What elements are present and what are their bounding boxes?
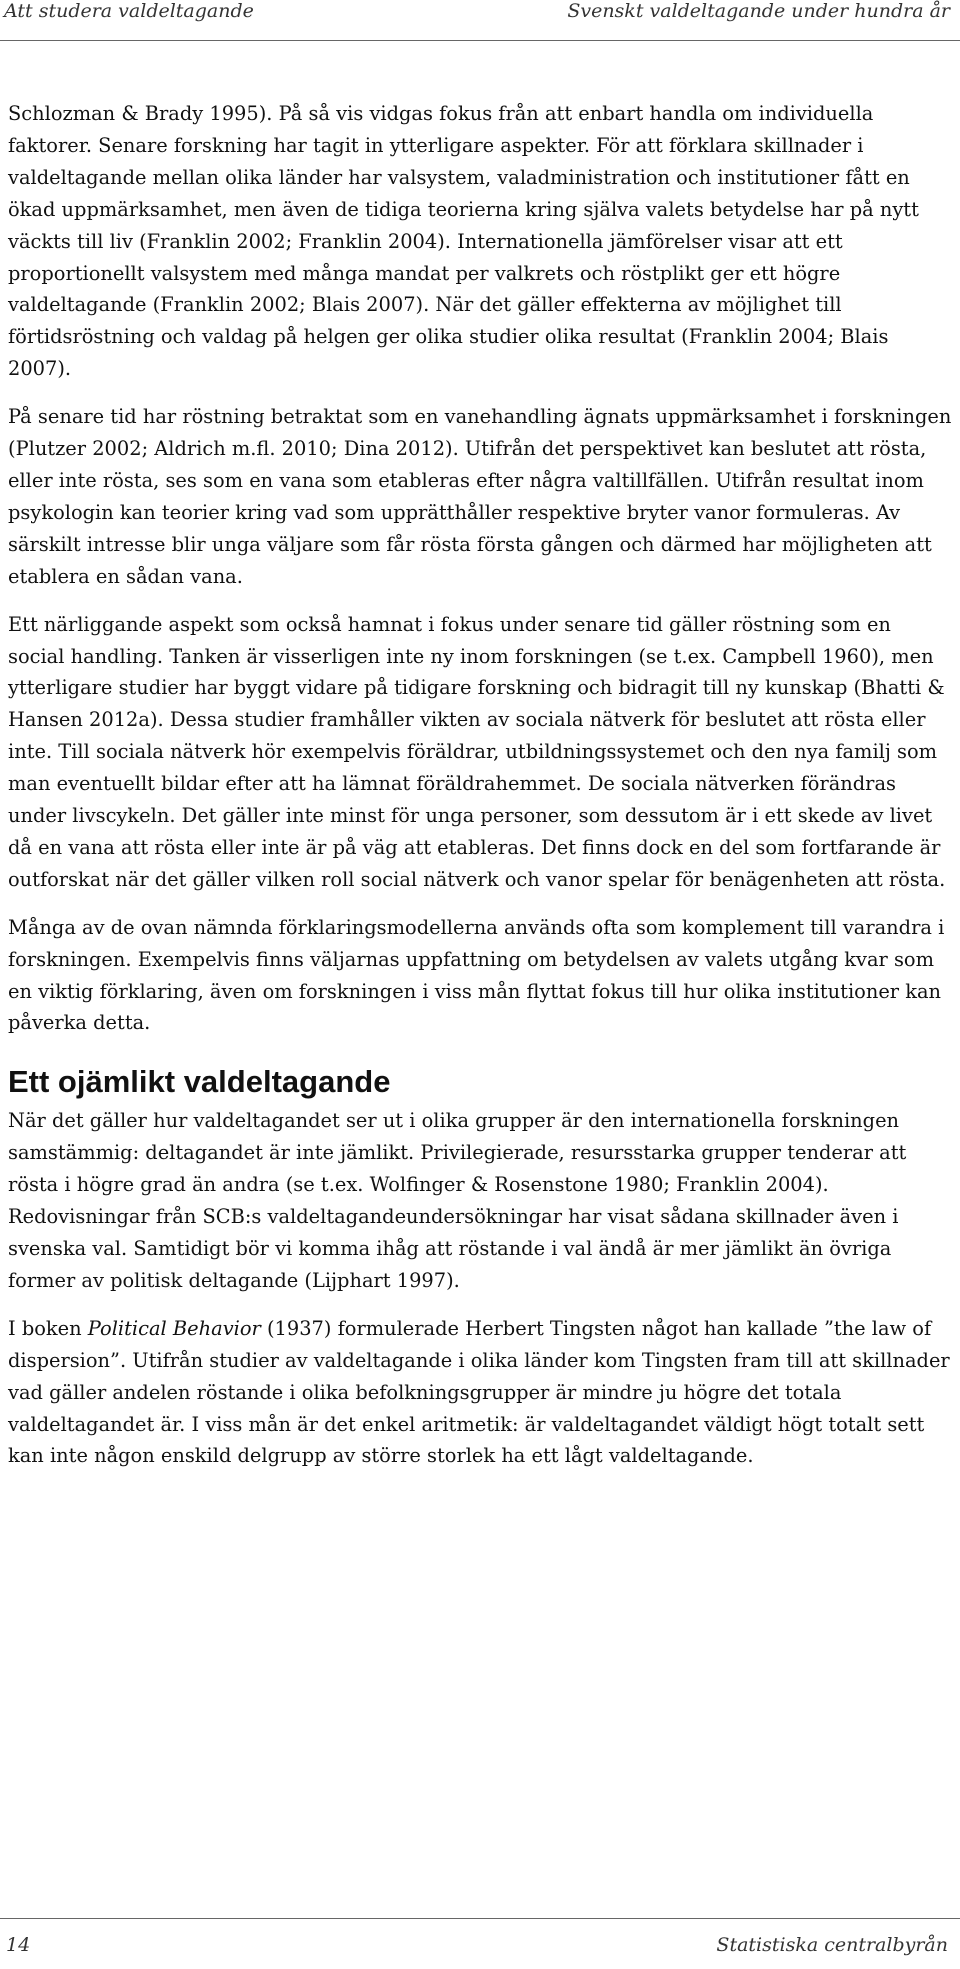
footer-divider [0, 1918, 960, 1919]
header-document-title: Svenskt valdeltagande under hundra år [567, 0, 950, 22]
body-paragraph-1: Schlozman & Brady 1995). På så vis vidgas fokus från att enbart handla om individuella faktorer. Senare forskning har tagit in ytterligare aspekter. För att förklara skillnader i valdeltagande mellan olika länder har valsystem, valadministration och institutioner fått en ökad uppmärksamhet, men även de tidiga teorierna kring själva valets betydelse har på nytt väckts till liv (Franklin 2002; Franklin 2004). Internationella jämförelser visar att ett proportionellt valsystem med många mandat per valkrets och röstplikt ger ett högre valdeltagande (Franklin 2002; Blais 2007). När det gäller effekterna av möjlighet till förtidsröstning och valdag på helgen ger olika studier olika resultat (Franklin 2004; Blais 2007). [8, 102, 919, 381]
section-heading: Ett ojämlikt valdeltagande [8, 1064, 391, 1100]
book-title: Political Behavior [87, 1316, 261, 1340]
header-section-title: Att studera valdeltagande [4, 0, 254, 22]
body-paragraph-5: När det gäller hur valdeltagandet ser ut i olika grupper är den internationella forskningen samstämmig: deltagandet är inte jämlikt. Privilegierade, resursstarka grupper tenderar att rösta i högre grad än andra (se t.ex. Wolfinger & Rosenstone 1980; Franklin 2004). Redovisningar från SCB:s valdeltagandeundersökningar har visat sådana skillnader även i svenska val. Samtidigt bör vi komma ihåg att röstande i val ändå är mer jämlikt än övriga former av politisk deltagande (Lijphart 1997). [8, 1109, 907, 1292]
body-paragraph-2: På senare tid har röstning betraktat som en vanehandling ägnats uppmärksamhet i forskningen (Plutzer 2002; Aldrich m.fl. 2010; Dina 2012). Utifrån det perspektivet kan beslutet att rösta, eller inte rösta, ses som en vana som etableras efter några valtillfällen. Utifrån resultat inom psykologin kan teorier kring vad som upprätthåller respektive bryter vanor formuleras. Av särskilt intresse blir unga väljare som får rösta första gången och därmed har möjligheten att etablera en sådan vana. [8, 405, 952, 588]
publisher-name: Statistiska centralbyrån [716, 1934, 948, 1956]
page-number: 14 [6, 1934, 31, 1956]
running-header [0, 0, 960, 34]
body-paragraph-3: Ett närliggande aspekt som också hamnat i fokus under senare tid gäller röstning som en social handling. Tanken är visserligen inte ny inom forskningen (se t.ex. Campbell 1960), men ytterligare studier har byggt vidare på tidigare forskning och bidragit till ny kunskap (Bhatti & Hansen 2012a). Dessa studier framhåller vikten av sociala nätverk för beslutet att rösta eller inte. Till sociala nätverk hör exempelvis föräldrar, utbildningssystemet och den nya familj som man eventuellt bildar efter att ha lämnat föräldrahemmet. De sociala nätverken förändras under livscykeln. Det gäller inte minst för unga personer, som dessutom är i ett skede av livet då en vana att rösta eller inte är på väg att etableras. Det finns dock en del som fortfarande är outforskat när det gäller vilken roll social nätverk och vanor spelar för benägenheten att rösta. [8, 612, 946, 891]
paragraph-6-intro: I boken [8, 1316, 88, 1340]
body-paragraph-6 [8, 1313, 952, 1473]
page-body [8, 98, 952, 1488]
running-footer [0, 1934, 960, 1966]
body-paragraph-4: Många av de ovan nämnda förklaringsmodellerna används ofta som komplement till varandra i forskningen. Exempelvis finns väljarnas uppfattning om betydelsen av valets utgång kvar som en viktig förklaring, även om forskningen i viss mån flyttat fokus till hur olika institutioner kan påverka detta. [8, 915, 945, 1035]
header-divider [0, 40, 960, 41]
paragraph-6-rest: (1937) formulerade Herbert Tingsten något han kallade ”the law of dispersion”. Utifrån studier av valdeltagande i olika länder kom Tingsten fram till att skillnader vad gäller andelen röstande i olika befolkningsgrupper är mindre ju högre det totala valdeltagandet är. I viss mån är det enkel aritmetik: är valdeltagandet väldigt högt totalt sett kan inte någon enskild delgrupp av större storlek ha ett lågt valdeltagande. [8, 1316, 950, 1468]
